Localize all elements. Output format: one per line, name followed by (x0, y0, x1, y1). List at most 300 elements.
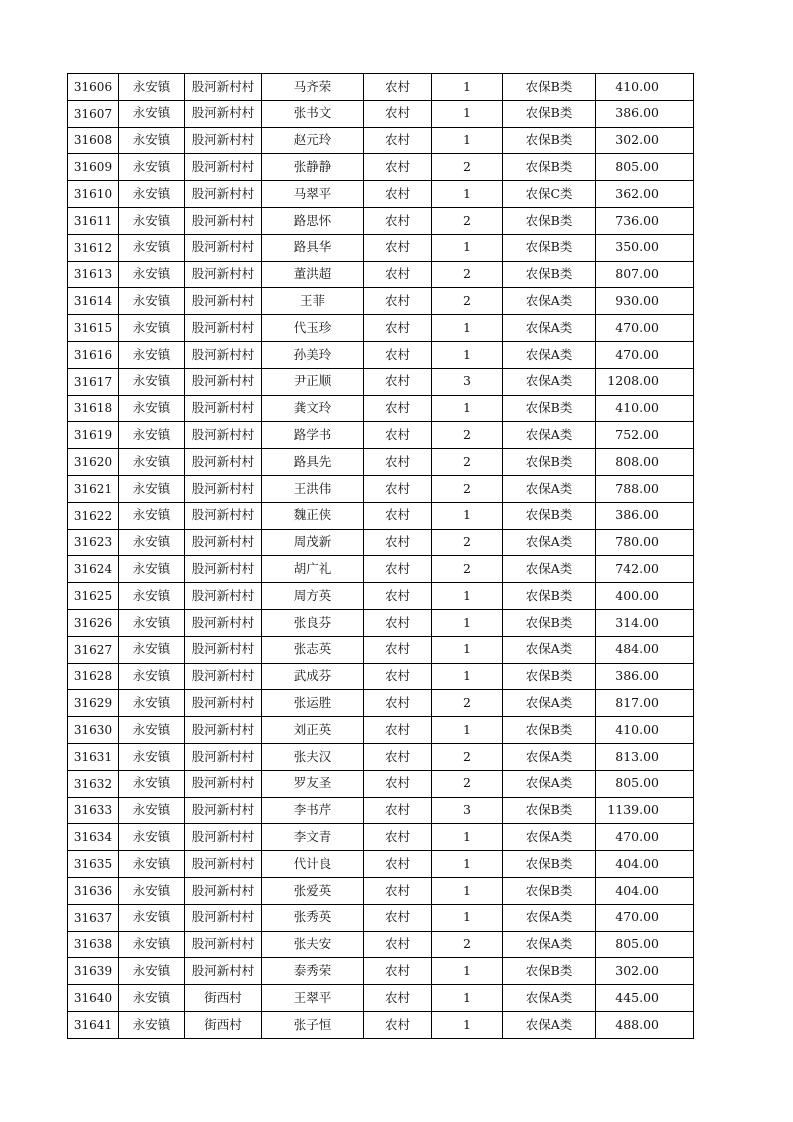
household-type-cell: 农村 (364, 207, 432, 234)
people-count-cell: 2 (432, 690, 503, 717)
household-type-cell: 农村 (364, 583, 432, 610)
category-cell: 农保B类 (503, 851, 596, 878)
table-row (68, 234, 694, 261)
village-cell: 股河新村村 (185, 234, 262, 261)
category-cell: 农保A类 (503, 315, 596, 342)
name-cell: 张静静 (262, 154, 364, 181)
town-cell: 永安镇 (119, 636, 185, 663)
village-cell: 股河新村村 (185, 636, 262, 663)
name-cell: 张志英 (262, 636, 364, 663)
town-cell: 永安镇 (119, 127, 185, 154)
table-row (68, 904, 694, 931)
household-type-cell: 农村 (364, 1011, 432, 1038)
table-row (68, 261, 694, 288)
serial-number-cell: 31612 (68, 234, 119, 261)
amount-cell: 470.00 (596, 315, 694, 342)
household-type-cell: 农村 (364, 422, 432, 449)
name-cell: 张夫安 (262, 931, 364, 958)
serial-number-cell: 31638 (68, 931, 119, 958)
serial-number-cell: 31616 (68, 341, 119, 368)
amount-cell: 1208.00 (596, 368, 694, 395)
serial-number-cell: 31609 (68, 154, 119, 181)
table-row (68, 556, 694, 583)
household-type-cell: 农村 (364, 717, 432, 744)
town-cell: 永安镇 (119, 315, 185, 342)
serial-number-cell: 31611 (68, 207, 119, 234)
household-type-cell: 农村 (364, 985, 432, 1012)
name-cell: 张爱英 (262, 877, 364, 904)
name-cell: 尹正顺 (262, 368, 364, 395)
town-cell: 永安镇 (119, 690, 185, 717)
name-cell: 李书芹 (262, 797, 364, 824)
household-type-cell: 农村 (364, 315, 432, 342)
household-type-cell: 农村 (364, 529, 432, 556)
amount-cell: 386.00 (596, 100, 694, 127)
amount-cell: 314.00 (596, 609, 694, 636)
allowance-table (67, 73, 694, 1039)
category-cell: 农保A类 (503, 690, 596, 717)
name-cell: 张秀英 (262, 904, 364, 931)
serial-number-cell: 31625 (68, 583, 119, 610)
name-cell: 马齐荣 (262, 74, 364, 101)
amount-cell: 736.00 (596, 207, 694, 234)
village-cell: 股河新村村 (185, 556, 262, 583)
people-count-cell: 2 (432, 475, 503, 502)
category-cell: 农保A类 (503, 743, 596, 770)
people-count-cell: 1 (432, 100, 503, 127)
category-cell: 农保B类 (503, 234, 596, 261)
town-cell: 永安镇 (119, 609, 185, 636)
town-cell: 永安镇 (119, 154, 185, 181)
category-cell: 农保A类 (503, 1011, 596, 1038)
household-type-cell: 农村 (364, 502, 432, 529)
table-row (68, 341, 694, 368)
town-cell: 永安镇 (119, 797, 185, 824)
name-cell: 胡广礼 (262, 556, 364, 583)
table-row (68, 100, 694, 127)
people-count-cell: 1 (432, 127, 503, 154)
name-cell: 刘正英 (262, 717, 364, 744)
village-cell: 股河新村村 (185, 74, 262, 101)
name-cell: 泰秀荣 (262, 958, 364, 985)
table-row (68, 877, 694, 904)
household-type-cell: 农村 (364, 851, 432, 878)
amount-cell: 470.00 (596, 341, 694, 368)
village-cell: 股河新村村 (185, 288, 262, 315)
category-cell: 农保C类 (503, 181, 596, 208)
amount-cell: 386.00 (596, 663, 694, 690)
household-type-cell: 农村 (364, 475, 432, 502)
serial-number-cell: 31630 (68, 717, 119, 744)
household-type-cell: 农村 (364, 609, 432, 636)
serial-number-cell: 31620 (68, 449, 119, 476)
name-cell: 孙美玲 (262, 341, 364, 368)
table-row (68, 154, 694, 181)
village-cell: 股河新村村 (185, 422, 262, 449)
household-type-cell: 农村 (364, 127, 432, 154)
people-count-cell: 1 (432, 234, 503, 261)
people-count-cell: 1 (432, 851, 503, 878)
amount-cell: 788.00 (596, 475, 694, 502)
serial-number-cell: 31632 (68, 770, 119, 797)
serial-number-cell: 31624 (68, 556, 119, 583)
serial-number-cell: 31640 (68, 985, 119, 1012)
table-row (68, 797, 694, 824)
village-cell: 股河新村村 (185, 261, 262, 288)
household-type-cell: 农村 (364, 824, 432, 851)
name-cell: 王洪伟 (262, 475, 364, 502)
town-cell: 永安镇 (119, 502, 185, 529)
people-count-cell: 2 (432, 770, 503, 797)
category-cell: 农保B类 (503, 583, 596, 610)
name-cell: 赵元玲 (262, 127, 364, 154)
household-type-cell: 农村 (364, 449, 432, 476)
table-row (68, 824, 694, 851)
village-cell: 股河新村村 (185, 743, 262, 770)
name-cell: 魏正侠 (262, 502, 364, 529)
town-cell: 永安镇 (119, 261, 185, 288)
serial-number-cell: 31628 (68, 663, 119, 690)
village-cell: 股河新村村 (185, 609, 262, 636)
people-count-cell: 1 (432, 958, 503, 985)
table-body (68, 74, 694, 1039)
amount-cell: 488.00 (596, 1011, 694, 1038)
table-row (68, 368, 694, 395)
amount-cell: 805.00 (596, 154, 694, 181)
village-cell: 股河新村村 (185, 583, 262, 610)
table-row (68, 529, 694, 556)
village-cell: 股河新村村 (185, 154, 262, 181)
village-cell: 股河新村村 (185, 824, 262, 851)
village-cell: 股河新村村 (185, 100, 262, 127)
town-cell: 永安镇 (119, 770, 185, 797)
amount-cell: 362.00 (596, 181, 694, 208)
household-type-cell: 农村 (364, 636, 432, 663)
table-row (68, 502, 694, 529)
people-count-cell: 2 (432, 154, 503, 181)
town-cell: 永安镇 (119, 395, 185, 422)
household-type-cell: 农村 (364, 181, 432, 208)
town-cell: 永安镇 (119, 422, 185, 449)
amount-cell: 302.00 (596, 127, 694, 154)
village-cell: 股河新村村 (185, 475, 262, 502)
village-cell: 街西村 (185, 985, 262, 1012)
amount-cell: 400.00 (596, 583, 694, 610)
village-cell: 街西村 (185, 1011, 262, 1038)
table-row (68, 958, 694, 985)
town-cell: 永安镇 (119, 824, 185, 851)
household-type-cell: 农村 (364, 341, 432, 368)
serial-number-cell: 31637 (68, 904, 119, 931)
table-row (68, 743, 694, 770)
household-type-cell: 农村 (364, 288, 432, 315)
table-row (68, 717, 694, 744)
serial-number-cell: 31619 (68, 422, 119, 449)
amount-cell: 742.00 (596, 556, 694, 583)
amount-cell: 813.00 (596, 743, 694, 770)
amount-cell: 410.00 (596, 74, 694, 101)
town-cell: 永安镇 (119, 877, 185, 904)
town-cell: 永安镇 (119, 583, 185, 610)
town-cell: 永安镇 (119, 556, 185, 583)
amount-cell: 445.00 (596, 985, 694, 1012)
name-cell: 张良芬 (262, 609, 364, 636)
people-count-cell: 1 (432, 663, 503, 690)
people-count-cell: 2 (432, 743, 503, 770)
category-cell: 农保B类 (503, 502, 596, 529)
category-cell: 农保B类 (503, 127, 596, 154)
town-cell: 永安镇 (119, 743, 185, 770)
serial-number-cell: 31606 (68, 74, 119, 101)
category-cell: 农保A类 (503, 824, 596, 851)
table-row (68, 636, 694, 663)
serial-number-cell: 31617 (68, 368, 119, 395)
name-cell: 周方英 (262, 583, 364, 610)
name-cell: 王菲 (262, 288, 364, 315)
category-cell: 农保A类 (503, 288, 596, 315)
household-type-cell: 农村 (364, 904, 432, 931)
category-cell: 农保A类 (503, 475, 596, 502)
people-count-cell: 1 (432, 1011, 503, 1038)
table-row (68, 583, 694, 610)
category-cell: 农保B类 (503, 609, 596, 636)
household-type-cell: 农村 (364, 368, 432, 395)
town-cell: 永安镇 (119, 717, 185, 744)
household-type-cell: 农村 (364, 931, 432, 958)
amount-cell: 807.00 (596, 261, 694, 288)
people-count-cell: 1 (432, 609, 503, 636)
category-cell: 农保A类 (503, 636, 596, 663)
people-count-cell: 3 (432, 368, 503, 395)
serial-number-cell: 31607 (68, 100, 119, 127)
name-cell: 路学书 (262, 422, 364, 449)
town-cell: 永安镇 (119, 100, 185, 127)
people-count-cell: 2 (432, 207, 503, 234)
people-count-cell: 2 (432, 288, 503, 315)
people-count-cell: 1 (432, 395, 503, 422)
amount-cell: 1139.00 (596, 797, 694, 824)
household-type-cell: 农村 (364, 261, 432, 288)
town-cell: 永安镇 (119, 904, 185, 931)
people-count-cell: 1 (432, 181, 503, 208)
household-type-cell: 农村 (364, 663, 432, 690)
people-count-cell: 1 (432, 877, 503, 904)
table-row (68, 475, 694, 502)
category-cell: 农保B类 (503, 154, 596, 181)
people-count-cell: 3 (432, 797, 503, 824)
people-count-cell: 1 (432, 985, 503, 1012)
household-type-cell: 农村 (364, 797, 432, 824)
serial-number-cell: 31631 (68, 743, 119, 770)
town-cell: 永安镇 (119, 1011, 185, 1038)
serial-number-cell: 31635 (68, 851, 119, 878)
serial-number-cell: 31634 (68, 824, 119, 851)
village-cell: 股河新村村 (185, 851, 262, 878)
town-cell: 永安镇 (119, 368, 185, 395)
category-cell: 农保A类 (503, 931, 596, 958)
village-cell: 股河新村村 (185, 341, 262, 368)
village-cell: 股河新村村 (185, 904, 262, 931)
category-cell: 农保B类 (503, 663, 596, 690)
table-row (68, 1011, 694, 1038)
serial-number-cell: 31641 (68, 1011, 119, 1038)
people-count-cell: 1 (432, 636, 503, 663)
amount-cell: 410.00 (596, 395, 694, 422)
name-cell: 张夫汉 (262, 743, 364, 770)
table-row (68, 395, 694, 422)
town-cell: 永安镇 (119, 181, 185, 208)
amount-cell: 805.00 (596, 770, 694, 797)
category-cell: 农保A类 (503, 985, 596, 1012)
village-cell: 股河新村村 (185, 529, 262, 556)
serial-number-cell: 31623 (68, 529, 119, 556)
table-row (68, 74, 694, 101)
serial-number-cell: 31636 (68, 877, 119, 904)
name-cell: 王翠平 (262, 985, 364, 1012)
village-cell: 股河新村村 (185, 502, 262, 529)
serial-number-cell: 31615 (68, 315, 119, 342)
people-count-cell: 1 (432, 315, 503, 342)
serial-number-cell: 31622 (68, 502, 119, 529)
village-cell: 股河新村村 (185, 797, 262, 824)
people-count-cell: 1 (432, 717, 503, 744)
name-cell: 代计良 (262, 851, 364, 878)
name-cell: 董洪超 (262, 261, 364, 288)
amount-cell: 350.00 (596, 234, 694, 261)
serial-number-cell: 31629 (68, 690, 119, 717)
amount-cell: 752.00 (596, 422, 694, 449)
people-count-cell: 2 (432, 931, 503, 958)
category-cell: 农保A类 (503, 422, 596, 449)
category-cell: 农保B类 (503, 395, 596, 422)
category-cell: 农保B类 (503, 717, 596, 744)
town-cell: 永安镇 (119, 449, 185, 476)
household-type-cell: 农村 (364, 154, 432, 181)
household-type-cell: 农村 (364, 770, 432, 797)
serial-number-cell: 31608 (68, 127, 119, 154)
village-cell: 股河新村村 (185, 690, 262, 717)
serial-number-cell: 31633 (68, 797, 119, 824)
amount-cell: 302.00 (596, 958, 694, 985)
people-count-cell: 1 (432, 583, 503, 610)
people-count-cell: 2 (432, 422, 503, 449)
name-cell: 李文青 (262, 824, 364, 851)
village-cell: 股河新村村 (185, 663, 262, 690)
name-cell: 代玉珍 (262, 315, 364, 342)
name-cell: 张子恒 (262, 1011, 364, 1038)
document-page (67, 73, 694, 1039)
serial-number-cell: 31626 (68, 609, 119, 636)
village-cell: 股河新村村 (185, 449, 262, 476)
household-type-cell: 农村 (364, 234, 432, 261)
town-cell: 永安镇 (119, 931, 185, 958)
amount-cell: 404.00 (596, 877, 694, 904)
town-cell: 永安镇 (119, 74, 185, 101)
people-count-cell: 1 (432, 904, 503, 931)
people-count-cell: 1 (432, 341, 503, 368)
household-type-cell: 农村 (364, 395, 432, 422)
household-type-cell: 农村 (364, 743, 432, 770)
serial-number-cell: 31614 (68, 288, 119, 315)
household-type-cell: 农村 (364, 958, 432, 985)
town-cell: 永安镇 (119, 288, 185, 315)
name-cell: 周茂新 (262, 529, 364, 556)
table-row (68, 609, 694, 636)
table-row (68, 127, 694, 154)
people-count-cell: 2 (432, 556, 503, 583)
town-cell: 永安镇 (119, 958, 185, 985)
town-cell: 永安镇 (119, 207, 185, 234)
village-cell: 股河新村村 (185, 717, 262, 744)
people-count-cell: 1 (432, 502, 503, 529)
table-row (68, 663, 694, 690)
amount-cell: 404.00 (596, 851, 694, 878)
village-cell: 股河新村村 (185, 127, 262, 154)
category-cell: 农保B类 (503, 207, 596, 234)
amount-cell: 930.00 (596, 288, 694, 315)
town-cell: 永安镇 (119, 663, 185, 690)
category-cell: 农保B类 (503, 100, 596, 127)
category-cell: 农保B类 (503, 261, 596, 288)
table-row (68, 207, 694, 234)
name-cell: 罗友圣 (262, 770, 364, 797)
serial-number-cell: 31621 (68, 475, 119, 502)
category-cell: 农保B类 (503, 958, 596, 985)
village-cell: 股河新村村 (185, 958, 262, 985)
table-row (68, 770, 694, 797)
amount-cell: 808.00 (596, 449, 694, 476)
amount-cell: 410.00 (596, 717, 694, 744)
people-count-cell: 2 (432, 449, 503, 476)
table-row (68, 422, 694, 449)
name-cell: 路具先 (262, 449, 364, 476)
name-cell: 张书文 (262, 100, 364, 127)
name-cell: 路具华 (262, 234, 364, 261)
amount-cell: 780.00 (596, 529, 694, 556)
category-cell: 农保A类 (503, 556, 596, 583)
name-cell: 武成芬 (262, 663, 364, 690)
category-cell: 农保B类 (503, 797, 596, 824)
serial-number-cell: 31610 (68, 181, 119, 208)
category-cell: 农保B类 (503, 74, 596, 101)
category-cell: 农保A类 (503, 904, 596, 931)
village-cell: 股河新村村 (185, 207, 262, 234)
household-type-cell: 农村 (364, 556, 432, 583)
village-cell: 股河新村村 (185, 877, 262, 904)
household-type-cell: 农村 (364, 877, 432, 904)
category-cell: 农保B类 (503, 449, 596, 476)
village-cell: 股河新村村 (185, 770, 262, 797)
amount-cell: 470.00 (596, 904, 694, 931)
category-cell: 农保B类 (503, 877, 596, 904)
name-cell: 张运胜 (262, 690, 364, 717)
village-cell: 股河新村村 (185, 368, 262, 395)
town-cell: 永安镇 (119, 234, 185, 261)
table-row (68, 288, 694, 315)
town-cell: 永安镇 (119, 851, 185, 878)
household-type-cell: 农村 (364, 690, 432, 717)
town-cell: 永安镇 (119, 985, 185, 1012)
table-row (68, 315, 694, 342)
household-type-cell: 农村 (364, 100, 432, 127)
town-cell: 永安镇 (119, 341, 185, 368)
village-cell: 股河新村村 (185, 395, 262, 422)
town-cell: 永安镇 (119, 475, 185, 502)
name-cell: 马翠平 (262, 181, 364, 208)
village-cell: 股河新村村 (185, 181, 262, 208)
name-cell: 路思怀 (262, 207, 364, 234)
name-cell: 龚文玲 (262, 395, 364, 422)
